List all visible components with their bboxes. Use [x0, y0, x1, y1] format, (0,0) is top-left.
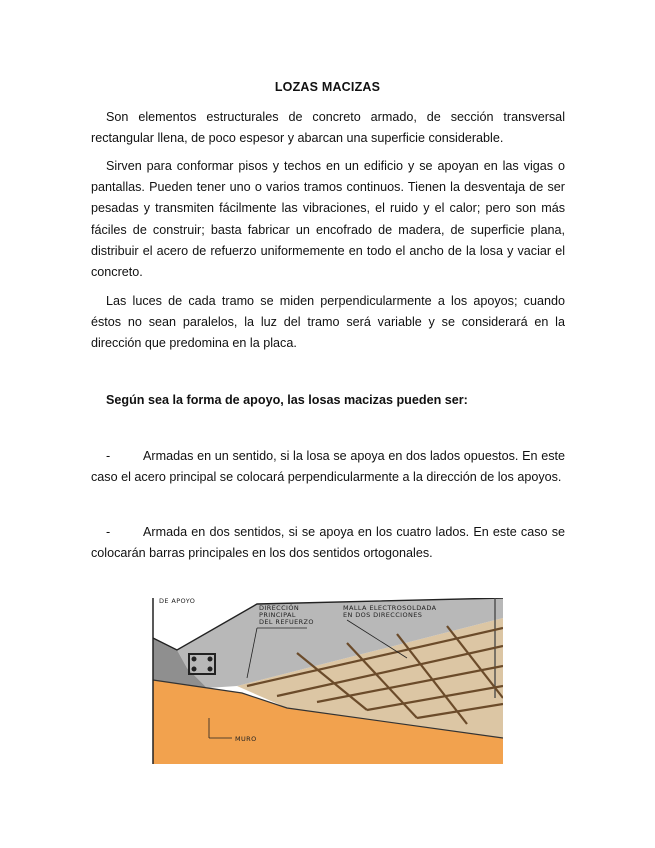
list-item-text: Armadas en un sentido, si la losa se apoya en dos lados opuestos. En este caso el acero principal se colocará perpendicularmente a la dirección de los apoyos. [91, 449, 565, 485]
list-item [91, 522, 565, 564]
paragraph-spans: Las luces de cada tramo se miden perpendicularmente a los apoyos; cuando éstos no sean paralelos, la luz del tramo será variable y se considerará en la dirección que predomina en la placa. [91, 294, 565, 351]
label-wall: MURO [235, 735, 257, 743]
label-direction-2: PRINCIPAL [259, 611, 296, 619]
section-subheading: Según sea la forma de apoyo, las losas macizas pueden ser: [106, 393, 468, 407]
label-direction-1: DIRECCIÓN [259, 604, 300, 612]
label-mesh-2: EN DOS DIRECCIONES [343, 611, 423, 619]
label-mesh-1: MALLA ELECTROSOLDADA [343, 604, 437, 612]
paragraph-usage: Sirven para conformar pisos y techos en un edificio y se apoyan en las vigas o pantallas. Pueden tener uno o varios tramos continuos. Tienen la desventaja de ser pesadas y transmiten fácilmente las vibraciones, el ruido y el calor; pero son más fáciles de construir; basta fabricar un encofrado de madera, de superficie plana, distribuir el acero de refuerzo uniformemente en todo el ancho de la losa y vaciar el concreto. [91, 159, 565, 280]
label-support: DE APOYO [159, 598, 196, 605]
list-bullet: - [106, 449, 111, 463]
slab-diagram [147, 598, 503, 764]
list-item-text: Armada en dos sentidos, si se apoya en los cuatro lados. En este caso se colocarán barras principales en los dos sentidos ortogonales. [91, 525, 565, 561]
list-bullet: - [106, 525, 111, 539]
paragraph-intro: Son elementos estructurales de concreto armado, de sección transversal rectangular llena, de poco espesor y abarcan una superficie considerable. [91, 110, 565, 146]
label-direction-3: DEL REFUERZO [259, 618, 314, 626]
page-title: LOZAS MACIZAS [274, 80, 381, 94]
list-item [91, 446, 565, 488]
